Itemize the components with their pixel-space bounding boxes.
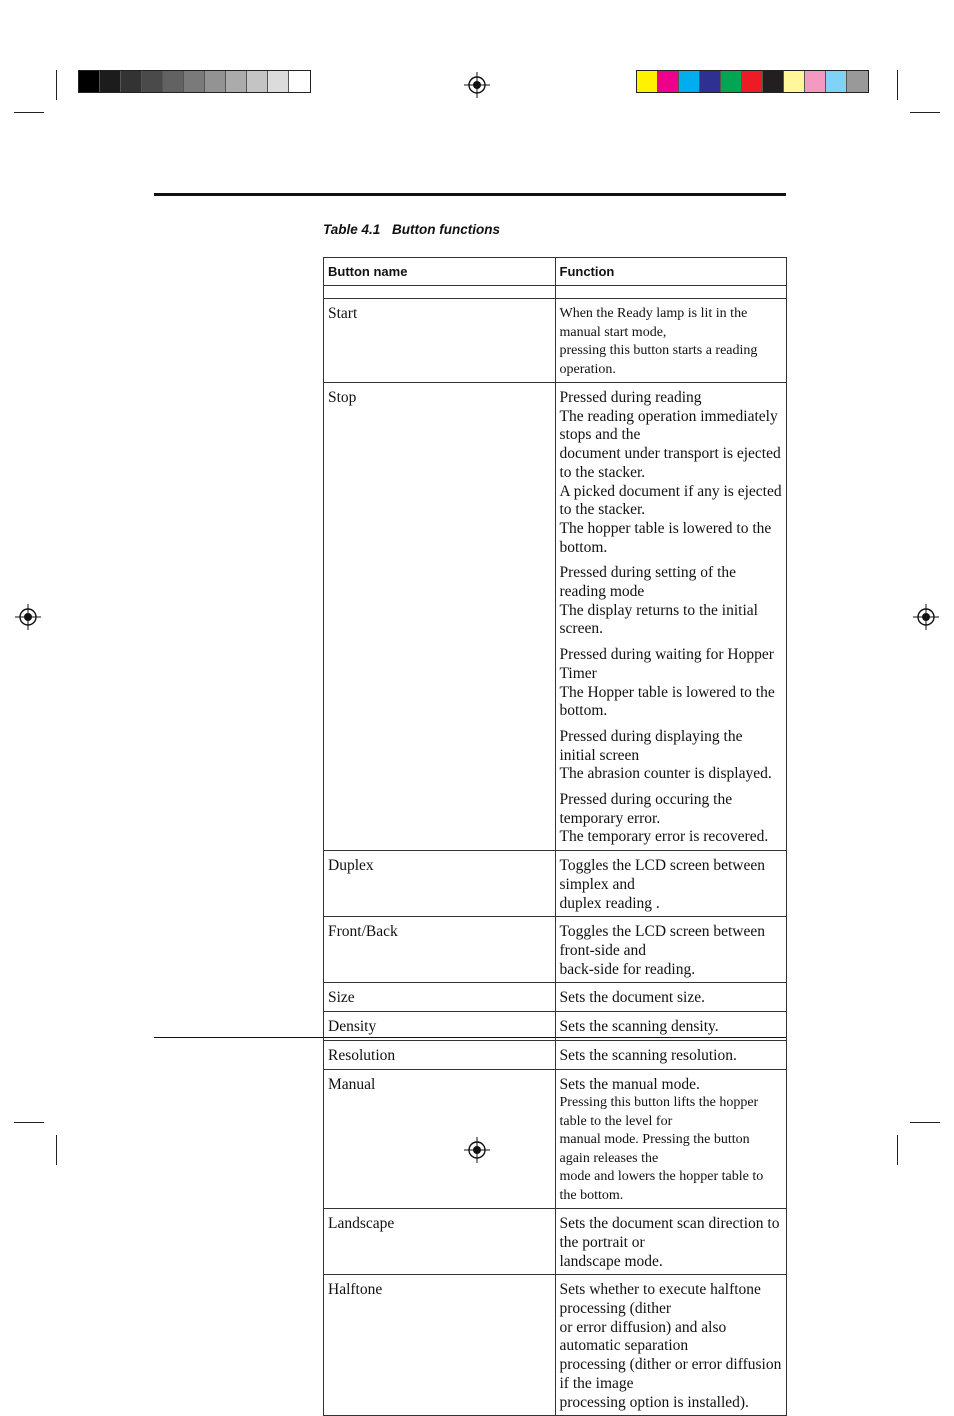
function-line: document under transport is ejected to the stacker. — [559, 445, 781, 481]
grayscale-bar — [78, 70, 311, 93]
function-paragraph — [560, 728, 783, 784]
color-bar — [636, 70, 869, 93]
crop-mark — [910, 112, 940, 113]
table-caption — [323, 222, 500, 237]
function-line: The Hopper table is lowered to the bottom. — [559, 683, 775, 720]
function-line: Toggles the LCD screen between front-side and — [559, 923, 766, 959]
function-paragraph — [560, 1076, 783, 1095]
gray-swatch — [247, 71, 268, 92]
gray-swatch — [289, 71, 310, 92]
header-spacer-row — [324, 286, 787, 299]
function-line: Pressing this button lifts the hopper table to the level for — [559, 1095, 759, 1129]
function-paragraph — [560, 389, 783, 557]
function-line: landscape mode. — [559, 1252, 663, 1270]
table-title: Button functions — [392, 222, 501, 237]
button-name-cell: Halftone — [324, 1275, 556, 1416]
gray-swatch — [226, 71, 247, 92]
button-name-cell: Front/Back — [324, 917, 556, 983]
table-row — [324, 983, 787, 1012]
registration-mark-icon — [913, 604, 939, 630]
function-line: manual mode. Pressing the button again releases the — [559, 1132, 750, 1166]
button-name-cell: Size — [324, 983, 556, 1012]
function-line: The abrasion counter is displayed. — [559, 765, 772, 783]
table-row — [324, 851, 787, 917]
function-line: The reading operation immediately stops and the — [559, 407, 778, 444]
table-row — [324, 1012, 787, 1041]
color-swatch — [679, 71, 700, 92]
table-row — [324, 1209, 787, 1275]
crop-mark — [910, 1122, 940, 1123]
function-line: The temporary error is recovered. — [559, 828, 769, 846]
function-line: duplex reading . — [559, 894, 660, 912]
function-cell — [555, 1275, 787, 1416]
registration-mark-icon — [464, 72, 490, 98]
color-swatch — [637, 71, 658, 92]
table-row — [324, 383, 787, 851]
function-paragraph — [560, 1281, 783, 1412]
button-name-cell: Stop — [324, 383, 556, 851]
function-paragraph — [560, 791, 783, 847]
crop-mark — [14, 112, 44, 113]
table-row — [324, 1040, 787, 1069]
button-functions-table — [323, 257, 787, 1416]
function-line: Pressed during reading — [559, 389, 702, 406]
function-cell — [555, 1209, 787, 1275]
table-row — [324, 917, 787, 983]
table-body — [324, 299, 787, 1416]
function-line: Sets the manual mode. — [559, 1075, 700, 1093]
function-line: Pressed during waiting for Hopper Timer — [559, 646, 774, 682]
function-paragraph — [560, 564, 783, 639]
button-name-cell: Density — [324, 1012, 556, 1041]
function-cell — [555, 851, 787, 917]
function-cell — [555, 1069, 787, 1209]
header-rule — [154, 193, 786, 196]
table-row — [324, 1275, 787, 1416]
function-cell — [555, 983, 787, 1012]
gray-swatch — [205, 71, 226, 92]
color-swatch — [847, 71, 868, 92]
color-swatch — [721, 71, 742, 92]
function-line: processing (dither or error diffusion if the image — [559, 1356, 782, 1392]
color-swatch — [805, 71, 826, 92]
table-row — [324, 1069, 787, 1209]
function-paragraph — [560, 989, 783, 1008]
function-line: The display returns to the initial screen. — [559, 601, 758, 638]
button-name-cell: Manual — [324, 1069, 556, 1209]
button-name-cell: Landscape — [324, 1209, 556, 1275]
function-line: back-side for reading. — [559, 960, 696, 978]
crop-mark — [14, 1122, 44, 1123]
function-line: Sets the document size. — [559, 989, 705, 1007]
function-paragraph — [560, 1047, 783, 1066]
function-line: or error diffusion) and also automatic separation — [559, 1318, 727, 1355]
function-cell — [555, 383, 787, 851]
function-line: Sets the scanning density. — [559, 1018, 719, 1036]
column-header-function: Function — [555, 258, 787, 286]
color-swatch — [763, 71, 784, 92]
table-number: Table 4.1 — [323, 222, 381, 237]
function-line: processing option is installed). — [559, 1393, 749, 1411]
function-paragraph — [560, 1094, 783, 1205]
function-paragraph — [560, 1215, 783, 1271]
function-line: pressing this button starts a reading operation. — [559, 343, 758, 377]
function-line: Pressed during setting of the reading mode — [559, 564, 737, 601]
gray-swatch — [121, 71, 142, 92]
function-cell — [555, 1040, 787, 1069]
function-line: Pressed during displaying the initial screen — [559, 727, 743, 764]
function-line: Sets the document scan direction to the portrait or — [559, 1215, 780, 1251]
function-line: A picked document if any is ejected to the stacker. — [559, 482, 782, 519]
function-line: The hopper table is lowered to the bottom. — [559, 519, 772, 556]
gray-swatch — [163, 71, 184, 92]
column-header-button-name: Button name — [324, 258, 556, 286]
table-header-row — [324, 258, 787, 286]
function-cell — [555, 917, 787, 983]
color-swatch — [826, 71, 847, 92]
function-paragraph — [560, 1018, 783, 1037]
gray-swatch — [79, 71, 100, 92]
button-name-cell: Start — [324, 299, 556, 383]
gray-swatch — [268, 71, 289, 92]
button-name-cell: Resolution — [324, 1040, 556, 1069]
function-cell — [555, 299, 787, 383]
crop-mark — [897, 1135, 898, 1165]
registration-mark-icon — [15, 604, 41, 630]
table-row — [324, 299, 787, 383]
color-swatch — [784, 71, 805, 92]
crop-mark — [56, 70, 57, 100]
gray-swatch — [184, 71, 205, 92]
button-name-cell: Duplex — [324, 851, 556, 917]
gray-swatch — [100, 71, 121, 92]
crop-mark — [897, 70, 898, 100]
crop-mark — [56, 1135, 57, 1165]
function-line: When the Ready lamp is lit in the manual start mode, — [559, 306, 748, 340]
function-line: Pressed during occuring the temporary error. — [559, 791, 733, 827]
color-swatch — [700, 71, 721, 92]
function-line: Sets whether to execute halftone processing (dither — [559, 1281, 761, 1318]
color-swatch — [658, 71, 679, 92]
color-swatch — [742, 71, 763, 92]
function-paragraph — [560, 923, 783, 979]
function-paragraph — [560, 857, 783, 913]
function-line: Sets the scanning resolution. — [559, 1046, 737, 1064]
gray-swatch — [142, 71, 163, 92]
function-cell — [555, 1012, 787, 1041]
function-paragraph — [560, 305, 783, 379]
function-paragraph — [560, 646, 783, 721]
function-line: Toggles the LCD screen between simplex and — [559, 857, 766, 893]
function-line: mode and lowers the hopper table to the bottom. — [559, 1169, 764, 1203]
